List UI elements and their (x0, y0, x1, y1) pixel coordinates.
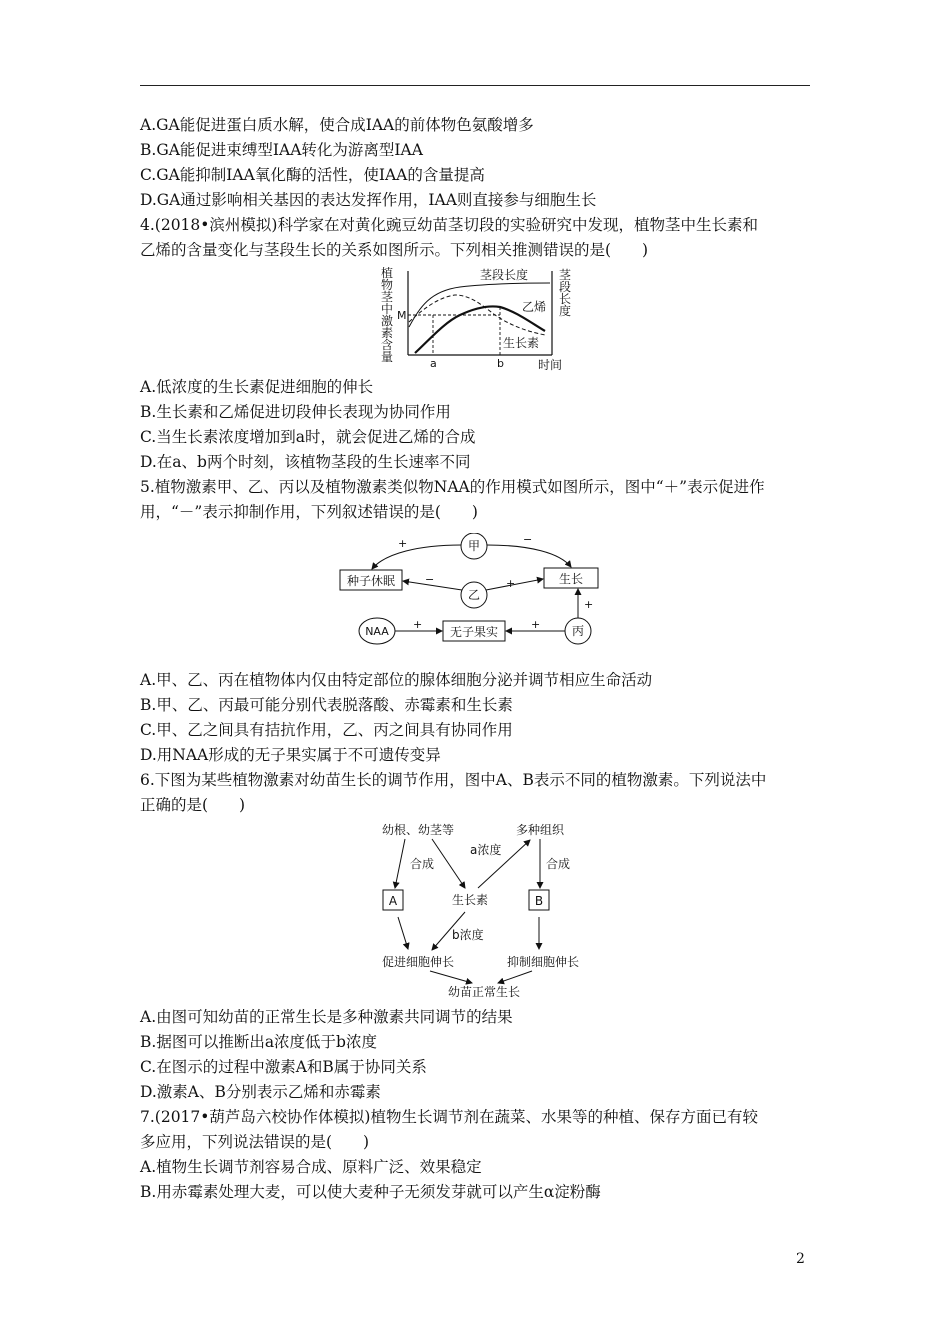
q7-stem (140, 1105, 810, 1155)
q5-stem-line1: 5.植物激素甲、乙、丙以及植物激素类似物NAA的作用模式如图所示，图中“＋”表示促进作 (140, 478, 765, 496)
q5-node-naa-label: NAA (365, 625, 389, 638)
q5-stem (140, 475, 810, 525)
q3-option-a: A.GA能促进蛋白质水解，使合成IAA的前体物色氨酸增多 (140, 116, 534, 134)
q5-option-c: C.甲、乙之间具有拮抗作用，乙、丙之间具有协同作用 (140, 721, 513, 739)
q5-node-bing-label: 丙 (571, 624, 585, 638)
q6-figure-seedling-regulation (140, 822, 810, 1002)
q6-label-b-conc: b浓度 (452, 928, 484, 942)
q4-right-label-0: 茎 (558, 268, 572, 282)
q5-node-seedless-label: 无子果实 (449, 625, 499, 639)
q5-arrow-jia-growth (487, 545, 571, 567)
q4-option-a: A.低浓度的生长素促进细胞的伸长 (140, 378, 374, 396)
q6-stem-line1: 6.下图为某些植物激素对幼苗生长的调节作用，图中A、B表示不同的植物激素。下列说法中 (140, 771, 767, 789)
q4-stem-line1: 4.(2018•滨州模拟)科学家在对黄化豌豆幼苗茎切段的实验研究中发现，植物茎中生长素和 (140, 216, 758, 234)
q6-label-synth-right: 合成 (546, 857, 571, 871)
q5-figure-hormone-network (140, 533, 810, 665)
page-content (140, 113, 810, 1205)
q4-x-label: 时间 (538, 358, 563, 372)
q6-node-b-label: B (534, 894, 544, 908)
q4-y-label-0: 植 (380, 267, 394, 280)
q5-stem-line2: 用，“－”表示抑制作用，下列叙述错误的是( ) (140, 503, 478, 521)
q6-node-a-label: A (388, 894, 398, 908)
q4-right-label-3: 度 (558, 304, 572, 318)
q4-y-label-3: 中 (380, 302, 394, 316)
q4-figure-hormone-curves (140, 267, 810, 372)
q4-stem-line2: 乙烯的含量变化与茎段生长的关系如图所示。下列相关推测错误的是( ) (140, 241, 649, 259)
q5-arrow-jia-dormancy (372, 545, 461, 569)
q5-sign-yi-growth: + (506, 577, 516, 590)
q4-y-label-6: 含 (380, 338, 394, 352)
q5-node-dormancy-label: 种子休眠 (346, 574, 396, 588)
q6-node-normal: 幼苗正常生长 (447, 985, 521, 999)
q7-stem-line1: 7.(2017•葫芦岛六校协作体模拟)植物生长调节剂在蔬菜、水果等的种植、保存方面已有较 (140, 1108, 758, 1126)
q4-a-label: a (430, 357, 437, 370)
q4-right-label-1: 段 (558, 280, 572, 294)
q6-node-various-tissues: 多种组织 (515, 823, 565, 837)
q4-label-ethylene: 乙烯 (522, 300, 547, 314)
q4-y-label-4: 激 (380, 314, 394, 328)
page-number: 2 (796, 1251, 805, 1267)
q6-arrow-root-a (395, 839, 405, 888)
q6-stem (140, 768, 810, 818)
q6-arrow-root-auxin (432, 839, 465, 888)
q5-option-a: A.甲、乙、丙在植物体内仅由特定部位的腺体细胞分泌并调节相应生命活动 (140, 671, 653, 689)
q6-option-a: A.由图可知幼苗的正常生长是多种激素共同调节的结果 (140, 1008, 513, 1026)
q4-y-label-7: 量 (380, 350, 394, 364)
header-rule (140, 85, 810, 86)
q4-label-auxin: 生长素 (503, 336, 540, 350)
q6-node-inhibit: 抑制细胞伸长 (506, 955, 580, 969)
q6-label-synth-left: 合成 (410, 857, 435, 871)
q5-sign-bing-growth: + (584, 598, 594, 611)
q6-node-promote: 促进细胞伸长 (381, 955, 455, 969)
q5-node-jia-label: 甲 (467, 539, 481, 553)
q5-node-growth-label: 生长 (558, 572, 584, 586)
q4-y-label-2: 茎 (380, 290, 394, 304)
q4-stem (140, 213, 810, 263)
q5-sign-naa-seedless: + (413, 618, 423, 631)
q5-option-b: B.甲、乙、丙最可能分别代表脱落酸、赤霉素和生长素 (140, 696, 513, 714)
q5-sign-yi-dormancy: − (425, 573, 435, 586)
q6-stem-line2: 正确的是( ) (140, 796, 246, 814)
q3-option-c: C.GA能抑制IAA氧化酶的活性，使IAA的含量提高 (140, 166, 485, 184)
q7-stem-line2: 多应用，下列说法错误的是( ) (140, 1133, 370, 1151)
q6-arrow-a-promote (398, 917, 408, 949)
q4-right-label-2: 长 (558, 292, 572, 306)
q5-sign-jia-dormancy: + (398, 537, 408, 550)
q6-label-a-conc: a浓度 (470, 843, 502, 857)
q4-option-c: C.当生长素浓度增加到a时，就会促进乙烯的合成 (140, 428, 476, 446)
q6-option-b: B.据图可以推断出a浓度低于b浓度 (140, 1033, 377, 1051)
q6-node-auxin: 生长素 (451, 893, 489, 907)
q6-option-c: C.在图示的过程中激素A和B属于协同关系 (140, 1058, 427, 1076)
q7-option-a: A.植物生长调节剂容易合成、原料广泛、效果稳定 (140, 1158, 482, 1176)
q4-option-d: D.在a、b两个时刻，该植物茎段的生长速率不同 (140, 453, 471, 471)
q3-option-d: D.GA通过影响相关基因的表达发挥作用，IAA则直接参与细胞生长 (140, 191, 597, 209)
q6-arrow-inhibit-normal (498, 971, 532, 983)
q5-sign-bing-seedless: + (531, 618, 541, 631)
q7-option-b: B.用赤霉素处理大麦，可以使大麦种子无须发芽就可以产生α淀粉酶 (140, 1183, 601, 1201)
q5-sign-jia-growth: − (523, 533, 533, 546)
q6-option-d: D.激素A、B分别表示乙烯和赤霉素 (140, 1083, 381, 1101)
q4-option-b: B.生长素和乙烯促进切段伸长表现为协同作用 (140, 403, 451, 421)
q4-y-label-5: 素 (380, 326, 394, 340)
q5-node-yi-label: 乙 (467, 588, 481, 602)
q3-option-b: B.GA能促进束缚型IAA转化为游离型IAA (140, 141, 423, 159)
q6-node-young-root-stem: 幼根、幼茎等 (381, 823, 455, 837)
q4-b-label: b (497, 357, 504, 370)
q5-option-d: D.用NAA形成的无子果实属于不可遗传变异 (140, 746, 441, 764)
q4-m-label: M (397, 309, 407, 322)
q4-y-label-1: 物 (380, 278, 394, 292)
q4-label-stem-length: 茎段长度 (480, 268, 529, 282)
q6-arrow-promote-normal (430, 971, 472, 983)
